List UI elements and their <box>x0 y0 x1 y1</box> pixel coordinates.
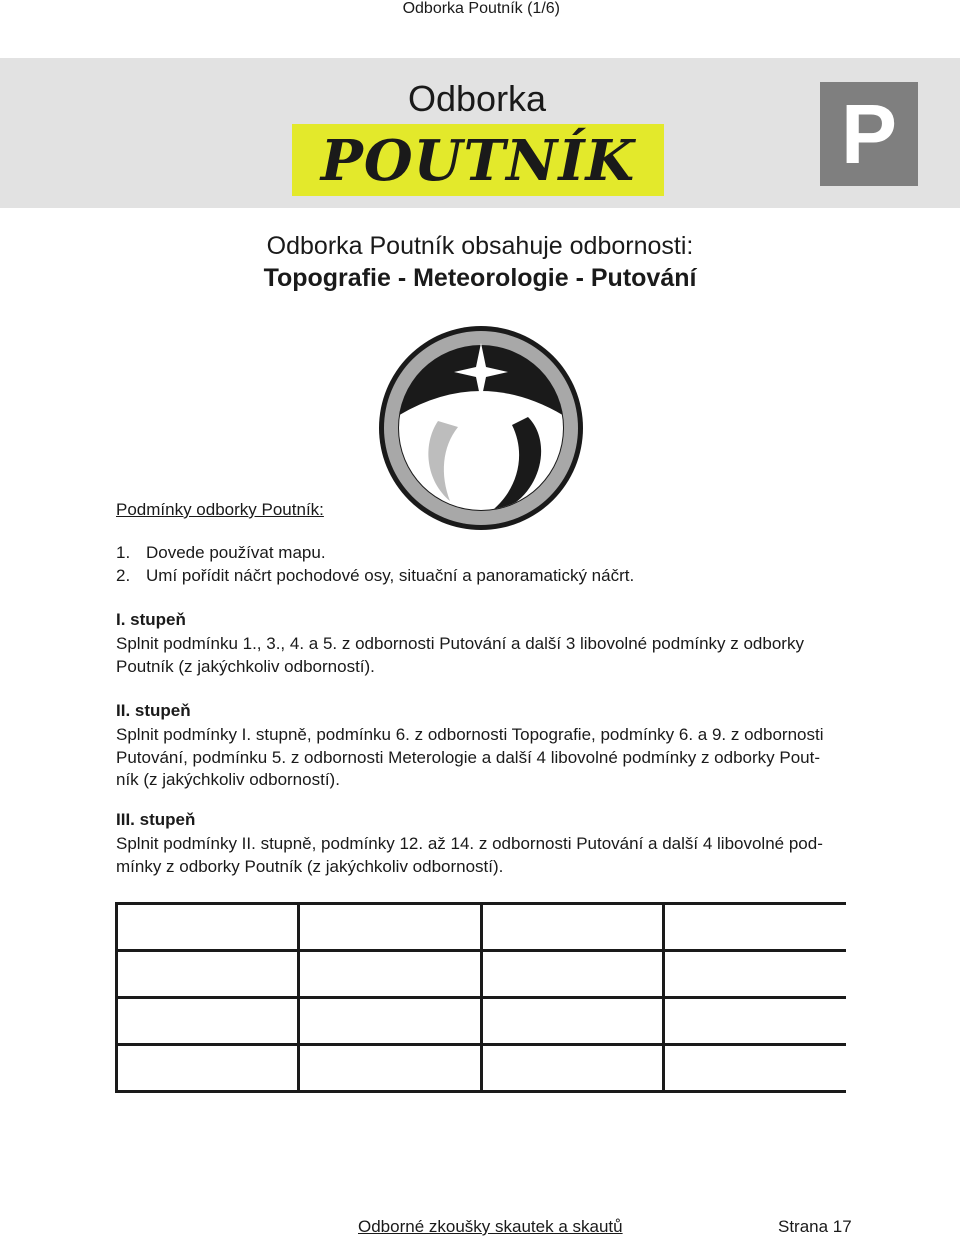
condition-text: Dovede používat mapu. <box>146 543 326 562</box>
stage-line: mínky z odborky Poutník (z jakýchkoliv odborností). <box>116 856 504 876</box>
condition-number: 1. <box>116 543 131 562</box>
stage-title-2: II. stupeň <box>116 701 191 720</box>
table-cell <box>299 998 481 1045</box>
intro-line-1: Odborka Poutník obsahuje odbornosti: <box>266 232 694 260</box>
table-cell <box>481 1045 663 1092</box>
banner-name: POUTNÍK <box>320 128 636 194</box>
table-cell <box>664 998 846 1045</box>
stage-line: Splnit podmínky I. stupně, podmínku 6. z odbornosti Topografie, podmínky 6. a 9. z odbornosti <box>116 725 824 744</box>
table-cell <box>664 904 846 951</box>
table-cell <box>481 998 663 1045</box>
star-and-crescent-badge-icon <box>378 325 584 536</box>
table-cell <box>117 904 299 951</box>
running-header: Odborka Poutník (1/6) <box>402 0 560 17</box>
stage-line: Poutník (z jakýchkoliv odborností). <box>116 656 375 676</box>
condition-item <box>116 566 634 586</box>
footer-page-number: Strana 17 <box>778 1217 852 1236</box>
table-row <box>117 998 847 1045</box>
table-cell <box>117 1045 299 1092</box>
condition-item <box>116 543 326 563</box>
stage-line: Putování, podmínku 5. z odbornosti Meterologie a další 4 libovolné podmínky z odborky Pout- <box>116 747 821 767</box>
stage-line: Splnit podmínku 1., 3., 4. a 5. z odbornosti Putování a další 3 libovolné podmínky z odborky <box>116 634 804 653</box>
record-table <box>115 902 846 1093</box>
footer-publication: Odborné zkoušky skautek a skautů <box>358 1217 623 1236</box>
stage-title-3: III. stupeň <box>116 810 196 829</box>
table-cell <box>481 904 663 951</box>
table-cell <box>664 951 846 998</box>
table-cell <box>664 1045 846 1092</box>
table-cell <box>117 951 299 998</box>
stage-text-3 <box>116 833 846 878</box>
stage-text-2 <box>116 724 846 792</box>
stage-line: Splnit podmínky II. stupně, podmínky 12. až 14. z odbornosti Putování a další 4 libovolné pod- <box>116 834 823 853</box>
table-cell <box>299 904 481 951</box>
stage-text-1 <box>116 633 846 678</box>
banner-top-word: Odborka <box>408 78 547 119</box>
stage-title-1: I. stupeň <box>116 610 186 629</box>
stage-line: ník (z jakýchkoliv odborností). <box>116 770 340 789</box>
table-row <box>117 951 847 998</box>
table-cell <box>481 951 663 998</box>
table-cell <box>117 998 299 1045</box>
table-cell <box>299 1045 481 1092</box>
intro-line-2: Topografie - Meteorologie - Putování <box>263 264 697 292</box>
table-row <box>117 904 847 951</box>
section-letter-box <box>820 82 918 186</box>
table-row <box>117 1045 847 1092</box>
table-cell <box>299 951 481 998</box>
condition-text: Umí pořídit náčrt pochodové osy, situační a panoramatický náčrt. <box>146 566 635 585</box>
section-letter: P <box>840 87 898 181</box>
conditions-title: Podmínky odborky Poutník: <box>116 500 324 519</box>
banner-name-plate <box>292 124 664 196</box>
condition-number: 2. <box>116 566 131 585</box>
